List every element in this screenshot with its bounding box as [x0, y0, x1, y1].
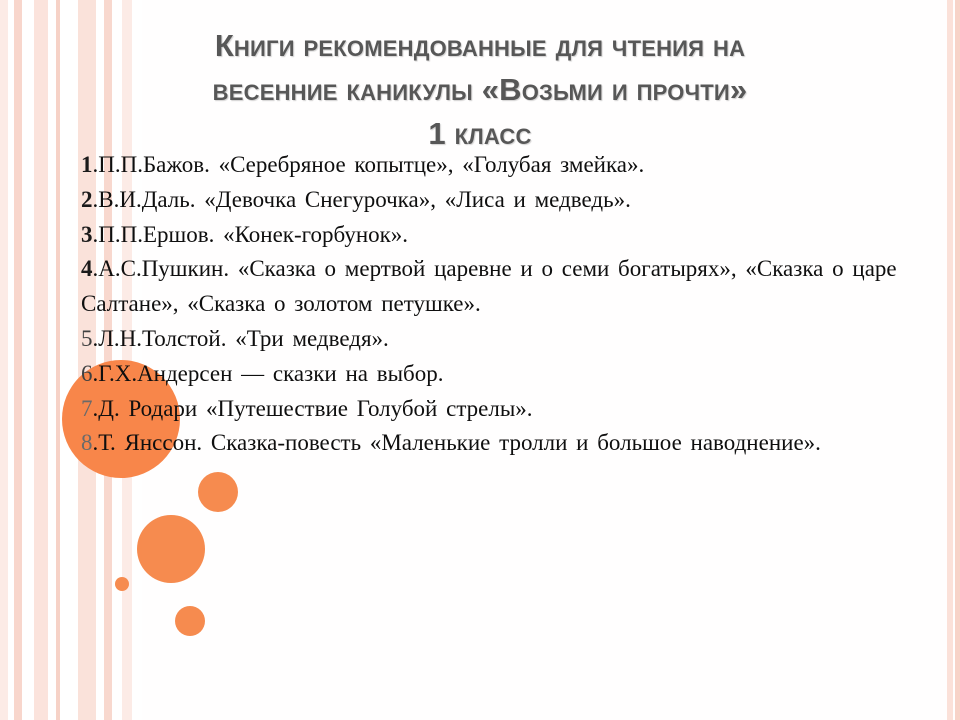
- decorative-circle-medium: [198, 472, 238, 512]
- title-line-3: 1 класс: [428, 116, 532, 151]
- decorative-circle-tiny: [115, 577, 129, 591]
- item-number: 3: [81, 221, 93, 247]
- list-item: [81, 218, 901, 253]
- decorative-stripe-right-edge: [955, 0, 960, 720]
- list-item: [81, 357, 901, 392]
- item-text: .Л.Н.Толстой. «Три медведя».: [92, 325, 389, 351]
- item-number: 7: [81, 395, 93, 421]
- book-list: [81, 148, 901, 461]
- item-number: 8: [81, 430, 93, 456]
- item-text: .Д. Родари «Путешествие Голубой стрелы».: [92, 395, 533, 421]
- list-item: [81, 183, 901, 218]
- item-number: 1: [81, 152, 93, 177]
- item-text: .В.И.Даль. «Девочка Снегурочка», «Лиса и медведь».: [92, 186, 631, 212]
- item-number: 6: [81, 360, 93, 386]
- list-item: [81, 426, 901, 461]
- list-item: [81, 148, 901, 183]
- decorative-stripe-right: [947, 0, 953, 720]
- title-line-2: весенние каникулы «Возьми и прочти»: [212, 72, 748, 107]
- item-text: .А.С.Пушкин. «Сказка о мертвой царевне и о семи богатырях», «Сказка о царе Салтане», «Сказка о золотом петушке».: [81, 256, 897, 317]
- item-text: .Т. Янссон. Сказка-повесть «Маленькие тролли и большое наводнение».: [92, 430, 821, 456]
- list-item: [81, 322, 901, 357]
- decorative-circle-mid: [137, 515, 205, 583]
- item-number: 4: [81, 256, 93, 282]
- slide-title: [110, 24, 850, 156]
- item-text: .Г.Х.Андерсен — сказки на выбор.: [92, 360, 444, 386]
- item-number: 2: [81, 186, 93, 212]
- item-number: 5: [81, 325, 93, 351]
- list-item: [81, 392, 901, 427]
- decorative-circle-small: [175, 606, 205, 636]
- item-text: .П.П.Ершов. «Конек-горбунок».: [92, 221, 409, 247]
- item-text: .П.П.Бажов. «Серебряное копытце», «Голубая змейка».: [92, 152, 645, 177]
- list-item: [81, 252, 901, 322]
- title-line-1: Книги рекомендованные для чтения на: [214, 28, 746, 63]
